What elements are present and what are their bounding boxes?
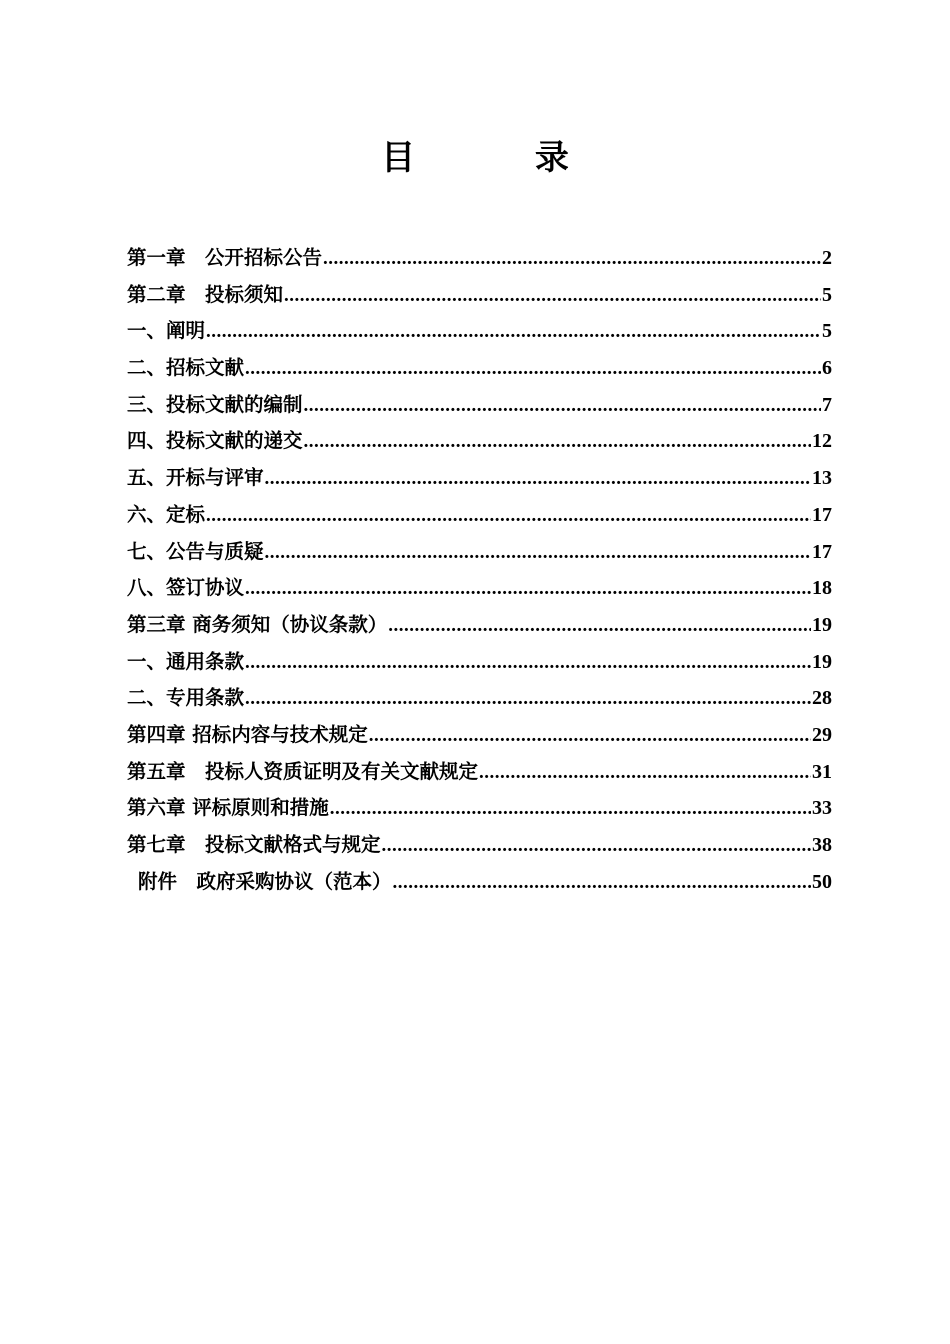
toc-entry-label: 第一章 公开招标公告	[127, 246, 323, 269]
toc-entry-label: 七、公告与质疑	[127, 539, 264, 563]
toc-entry-label: 四、投标文献的递交	[127, 429, 303, 453]
toc-entry[interactable]	[127, 717, 832, 754]
toc-entry-page: 38	[812, 834, 832, 856]
toc-entry-label: 八、签订协议	[127, 576, 245, 600]
toc-entry-page: 2	[822, 247, 832, 269]
toc-entry-page: 31	[812, 760, 832, 783]
toc-entry-page: 29	[812, 723, 832, 746]
toc-entry-label: 第六章 评标原则和措施	[127, 796, 329, 820]
toc-entry[interactable]	[127, 607, 832, 644]
dot-leader	[265, 461, 811, 498]
dot-leader	[393, 865, 811, 902]
toc-entry-page: 5	[822, 320, 832, 343]
toc-entry-page: 18	[812, 577, 832, 600]
toc-entry-page: 12	[812, 430, 832, 453]
toc-entry-page: 50	[812, 870, 832, 893]
dot-leader	[382, 828, 811, 865]
toc-entry-label: 附件 政府采购协议（范本）	[138, 869, 392, 893]
dot-leader	[479, 755, 811, 792]
dot-leader	[304, 388, 821, 425]
toc-entry-page: 33	[812, 797, 832, 820]
toc-entry[interactable]	[127, 350, 832, 387]
toc-entry[interactable]	[127, 460, 832, 497]
dot-leader	[304, 424, 811, 461]
toc-entry-page: 5	[822, 283, 832, 306]
dot-leader	[284, 278, 821, 315]
toc-entry[interactable]	[127, 754, 832, 791]
toc-entry-page: 19	[812, 613, 832, 636]
dot-leader	[388, 608, 811, 645]
dot-leader	[265, 535, 811, 572]
toc-entry-page: 17	[812, 503, 832, 526]
toc-entry[interactable]	[127, 827, 832, 864]
dot-leader	[369, 718, 811, 755]
dot-leader	[206, 314, 821, 351]
toc-entry-label: 五、开标与评审	[127, 466, 264, 490]
toc-entry-label: 第二章 投标须知	[127, 282, 284, 306]
toc-entry[interactable]	[127, 313, 832, 350]
toc-entry-label: 第七章 投标文献格式与规定	[127, 833, 381, 856]
toc-entry-label: 一、阐明	[127, 319, 206, 343]
toc-entry-page: 17	[812, 540, 832, 563]
dot-leader	[323, 241, 821, 278]
toc-entry[interactable]	[127, 277, 832, 314]
toc-entry-label: 第五章 投标人资质证明及有关文献规定	[127, 759, 479, 783]
dot-leader	[330, 791, 811, 828]
toc-entry[interactable]	[127, 240, 832, 277]
toc-entry[interactable]	[127, 497, 832, 534]
toc-entry-page: 13	[812, 467, 832, 490]
toc-entry-label: 二、招标文献	[127, 356, 245, 380]
dot-leader	[206, 498, 811, 535]
toc-entry-page: 7	[822, 393, 832, 416]
toc-entry[interactable]	[127, 387, 832, 424]
toc-entry[interactable]	[127, 570, 832, 607]
toc-entry[interactable]	[127, 864, 832, 901]
toc-title: 目 录	[381, 138, 623, 178]
toc-entry[interactable]	[127, 423, 832, 460]
toc-entry[interactable]	[127, 680, 832, 717]
table-of-contents	[127, 240, 832, 900]
toc-entry[interactable]	[127, 644, 832, 681]
toc-entry-label: 一、通用条款	[127, 649, 245, 673]
toc-entry-label: 第四章 招标内容与技术规定	[127, 722, 368, 746]
toc-entry-page: 6	[822, 357, 832, 380]
toc-entry[interactable]	[127, 534, 832, 571]
toc-entry-label: 第三章 商务须知（协议条款）	[127, 612, 388, 636]
toc-entry-label: 三、投标文献的编制	[127, 392, 303, 416]
dot-leader	[245, 351, 821, 388]
dot-leader	[245, 571, 811, 608]
dot-leader	[245, 681, 811, 718]
toc-entry[interactable]	[127, 790, 832, 827]
toc-entry-label: 二、专用条款	[127, 686, 245, 710]
toc-entry-page: 28	[812, 687, 832, 710]
dot-leader	[245, 645, 811, 682]
toc-entry-page: 19	[812, 650, 832, 673]
toc-entry-label: 六、定标	[127, 502, 206, 526]
